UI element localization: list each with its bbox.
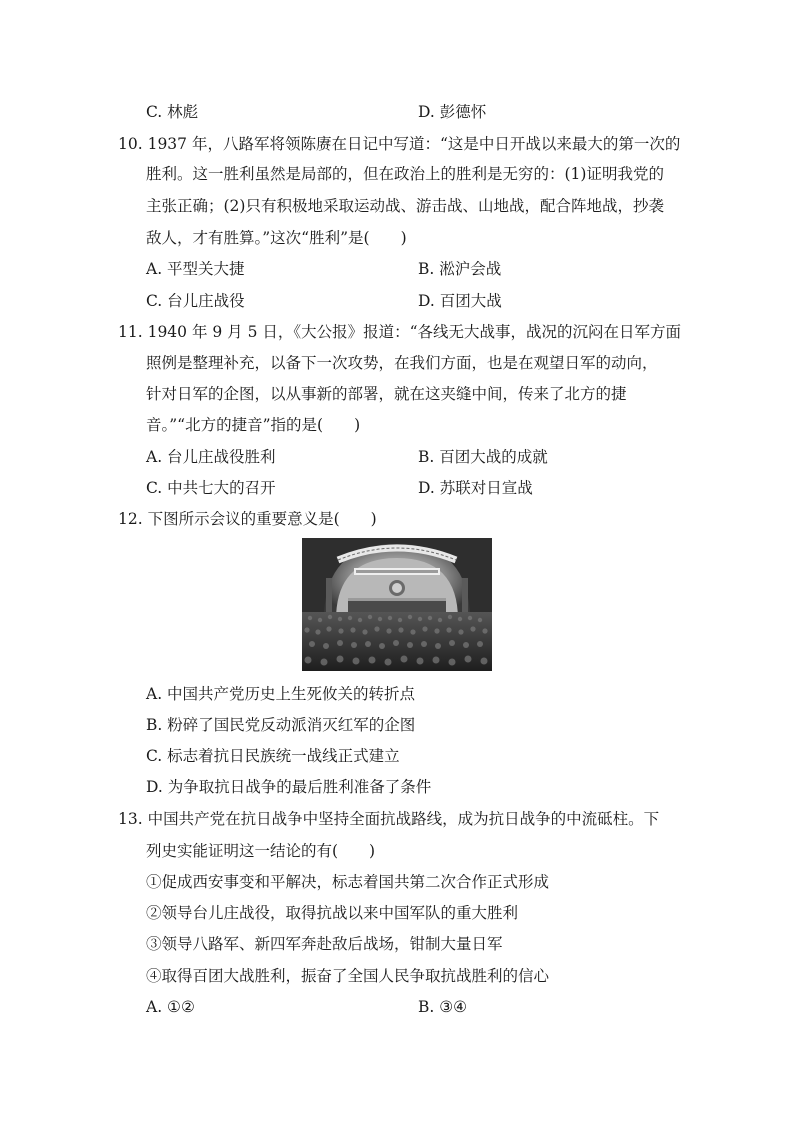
q11-stem-line-3: 针对日军的企图，以从事新的部署，就在这夹缝中间，传来了北方的捷 [146,385,627,403]
q11-option-d: D. 苏联对日宣战 [418,479,533,497]
q9-option-c: C. 林彪 [146,103,199,121]
q12-option-b: B. 粉碎了国民党反动派消灭红军的企图 [146,716,416,734]
q11-stem-line-2: 照例是整理补充，以备下一次攻势，在我们方面，也是在观望日军的动向， [146,354,658,372]
q10-stem-line-4: 敌人，才有胜算。”这次“胜利”是( ) [146,229,407,247]
q13-item-2: ②领导台儿庄战役，取得抗战以来中国军队的重大胜利 [146,904,519,922]
meeting-photo [302,538,492,671]
q12-option-c: C. 标志着抗日民族统一战线正式建立 [146,747,400,765]
q12-option-d: D. 为争取抗日战争的最后胜利准备了条件 [146,778,432,796]
q11-stem-line-4: 音。”“北方的捷音”指的是( ) [146,416,361,434]
q10-stem-line-2: 胜利。这一胜利虽然是局部的，但在政治上的胜利是无穷的：(1)证明我党的 [146,165,664,183]
q11-stem-line-1: 11. 1940 年 9 月 5 日，《大公报》报道：“各线无大战事，战况的沉闷在日军方面 [118,323,682,341]
q13-item-3: ③领导八路军、新四军奔赴敌后战场，钳制大量日军 [146,935,503,953]
q10-option-b: B. 淞沪会战 [418,260,502,278]
q11-option-a: A. 台儿庄战役胜利 [146,448,276,466]
q11-option-c: C. 中共七大的召开 [146,479,276,497]
q13-stem-line-1: 13. 中国共产党在抗日战争中坚持全面抗战路线，成为抗日战争的中流砥柱。下 [118,810,660,828]
q9-option-d: D. 彭德怀 [418,103,487,121]
q10-stem-line-3: 主张正确；(2)只有积极地采取运动战、游击战、山地战，配合阵地战，抄袭 [146,197,664,215]
q12-stem: 12. 下图所示会议的重要意义是( ) [118,510,377,528]
q13-stem-line-2: 列史实能证明这一结论的有( ) [146,842,376,860]
q10-option-a: A. 平型关大捷 [146,260,245,278]
q11-option-b: B. 百团大战的成就 [418,448,548,466]
q10-option-c: C. 台儿庄战役 [146,292,245,310]
q10-stem-line-1: 10. 1937 年，八路军将领陈赓在日记中写道：“这是中日开战以来最大的第一次的 [118,135,681,153]
q12-option-a: A. 中国共产党历史上生死攸关的转折点 [146,685,416,703]
q13-item-4: ④取得百团大战胜利，振奋了全国人民争取抗战胜利的信心 [146,967,550,985]
q13-item-1: ①促成西安事变和平解决，标志着国共第二次合作正式形成 [146,873,550,891]
q13-option-b: B. ③④ [418,998,468,1016]
q10-option-d: D. 百团大战 [418,292,502,310]
q13-option-a: A. ①② [146,998,195,1016]
